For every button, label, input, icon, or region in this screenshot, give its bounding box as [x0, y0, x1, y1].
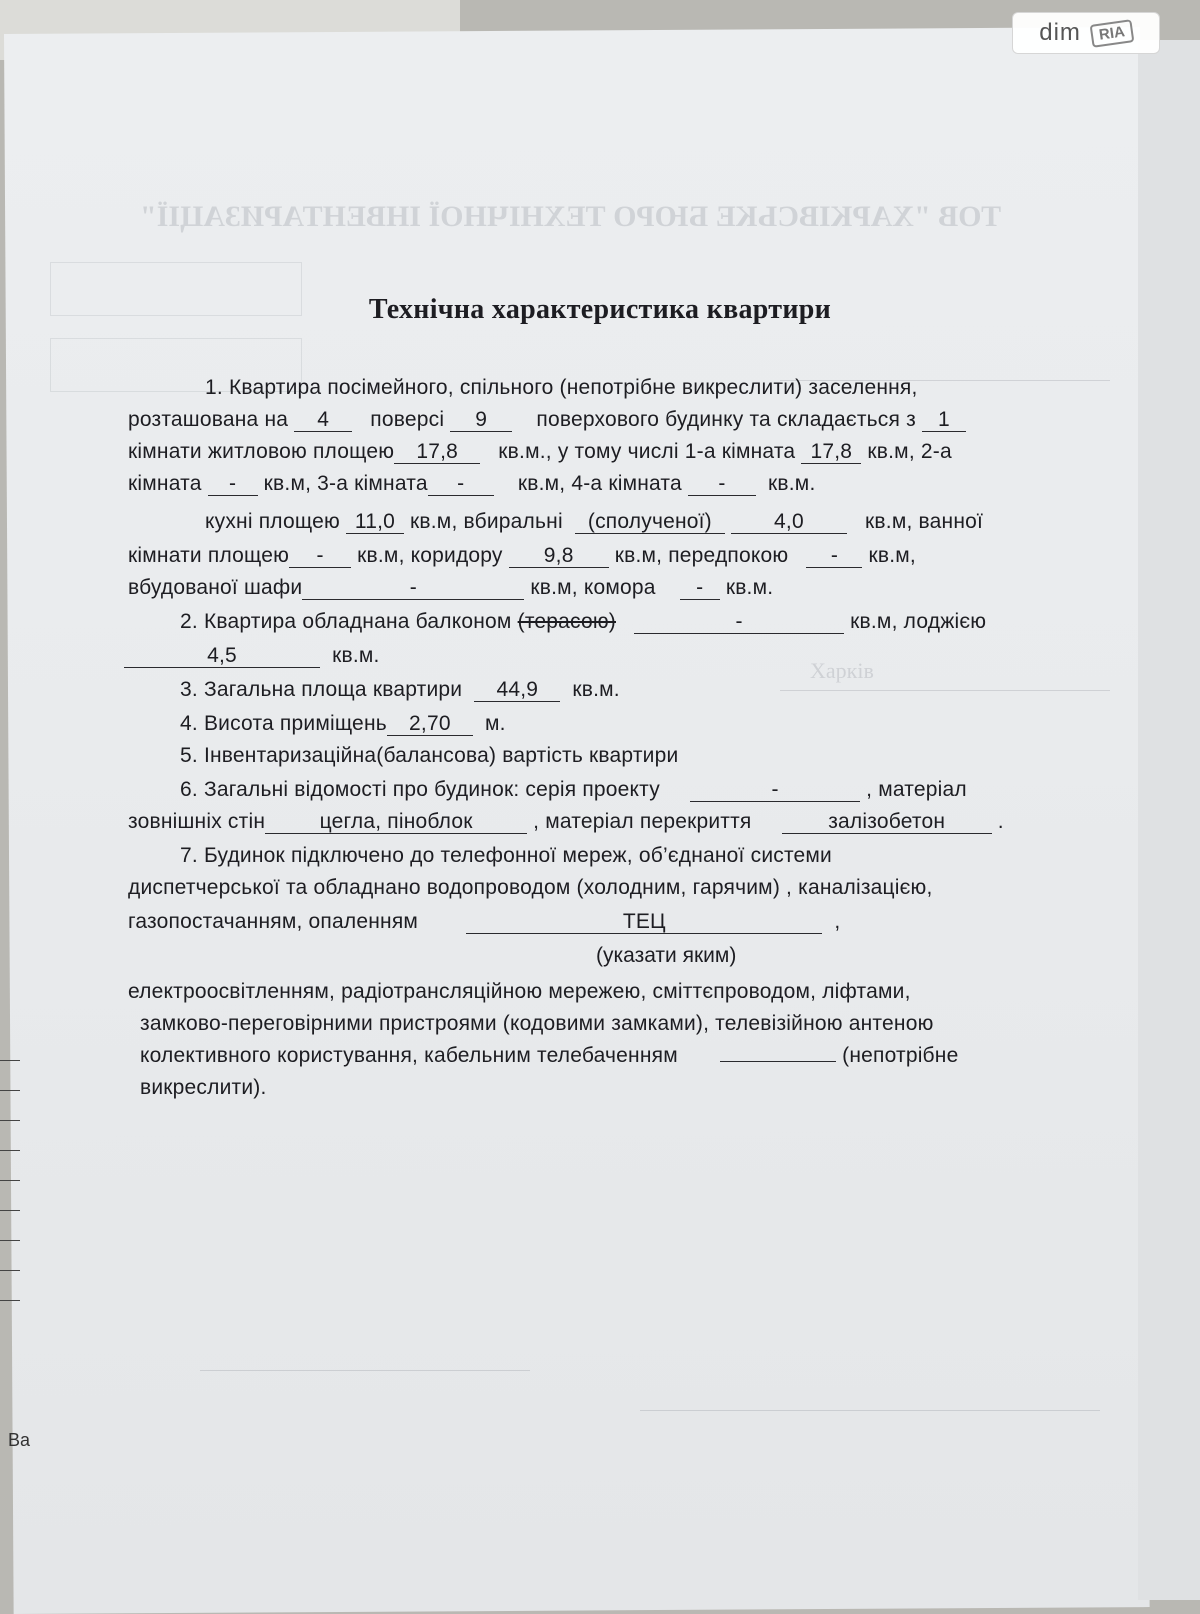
p4-line: 4. Висота приміщень 2,70 м.	[180, 712, 506, 735]
p7-line5: замково-переговірними пристроями (кодовими замками), телевізійною антеною	[140, 1012, 934, 1035]
p7-line1: 7. Будинок підключено до телефонної мереж, об’єднаної системи	[180, 844, 832, 867]
watermark-brand: dim	[1039, 19, 1081, 46]
heating-note: (указати яким)	[596, 944, 737, 967]
p2-line2: 4,5 кв.м.	[124, 644, 380, 668]
p1-line5: кухні площею 11,0 кв.м, вбиральні (сполученої) 4,0 кв.м, ванної	[205, 510, 984, 533]
closet-value: -	[302, 577, 524, 600]
p7-line4: електроосвітленням, радіотрансляційною мережею, сміттєпроводом, ліфтами,	[128, 980, 911, 1003]
rooms-value: 1	[922, 409, 966, 432]
ghost-line	[200, 1370, 530, 1371]
p1-line1: 1. Квартира посімейного, спільного (непотрібне викреслити) заселення,	[205, 376, 918, 399]
p7-line6: колективного користування, кабельним телебаченням (непотрібне	[140, 1044, 959, 1067]
margin-lines	[0, 1060, 20, 1320]
floors-total-value: 9	[450, 409, 512, 432]
loggia-value: 4,5	[124, 645, 320, 668]
watermark-badge: RIA	[1090, 19, 1135, 48]
bath-value: -	[289, 545, 351, 568]
kitchen-value: 11,0	[346, 511, 404, 534]
floor-value: 4	[294, 409, 352, 432]
cable-value	[720, 1061, 836, 1062]
hall-value: -	[806, 545, 862, 568]
floors-material-value: залізобетон	[782, 811, 992, 834]
living-area-value: 17,8	[394, 441, 480, 464]
balcony-value: -	[634, 611, 844, 634]
corridor-value: 9,8	[509, 545, 609, 568]
ghost-line	[640, 1410, 1100, 1411]
total-area-value: 44,9	[474, 679, 560, 702]
document-title: Технічна характеристика квартири	[368, 294, 832, 325]
walls-value: цегла, піноблок	[265, 811, 527, 834]
p1-line2: розташована на 4 поверсі 9 поверхового будинку та складається з 1	[128, 408, 966, 432]
p6-line1: 6. Загальні відомості про будинок: серія проекту - , матеріал	[180, 778, 967, 801]
p7-line2: диспетчерської та обладнано водопроводом (холодним, гарячим) , каналізацією,	[128, 876, 933, 899]
terrace-struck: (терасою)	[517, 610, 616, 633]
p7-line7: викреслити).	[140, 1076, 267, 1099]
series-value: -	[690, 779, 860, 802]
adjacent-sheet	[1138, 40, 1200, 1600]
p1-line6: кімнати площею - кв.м, коридору 9,8 кв.м, передпокою - кв.м,	[128, 544, 916, 567]
room3-value: -	[428, 473, 494, 496]
room2-value: -	[208, 473, 258, 496]
ghost-line	[780, 690, 1110, 691]
p5-line: 5. Інвентаризаційна(балансова) вартість квартири	[180, 744, 679, 767]
room1-value: 17,8	[801, 441, 861, 464]
p6-line2: зовнішніх стін цегла, піноблок , матеріал перекриття залізобетон .	[128, 810, 1004, 833]
p2-line1: 2. Квартира обладнана балконом (терасою) - кв.м, лоджією	[180, 610, 987, 633]
stray-text: Ва	[8, 1430, 31, 1450]
p7-line3: газопостачанням, опаленням ТЕЦ ,	[128, 910, 841, 933]
height-value: 2,70	[387, 713, 473, 736]
heating-value: ТЕЦ	[466, 911, 822, 934]
wc-value: 4,0	[731, 511, 847, 534]
wc-type: (сполученої)	[575, 511, 725, 534]
p1-line4: кімната - кв.м, 3-а кімната - кв.м, 4-а кімната - кв.м.	[128, 472, 816, 495]
storage-value: -	[680, 577, 720, 600]
p1-line3: кімнати житловою площею 17,8 кв.м., у тому числі 1-а кімната 17,8 кв.м, 2-а	[128, 440, 952, 463]
dimria-watermark	[1012, 12, 1160, 54]
p3-line: 3. Загальна площа квартири 44,9 кв.м.	[180, 678, 620, 701]
p1-line7: вбудованої шафи - кв.м, комора - кв.м.	[128, 576, 774, 599]
room4-value: -	[688, 473, 756, 496]
